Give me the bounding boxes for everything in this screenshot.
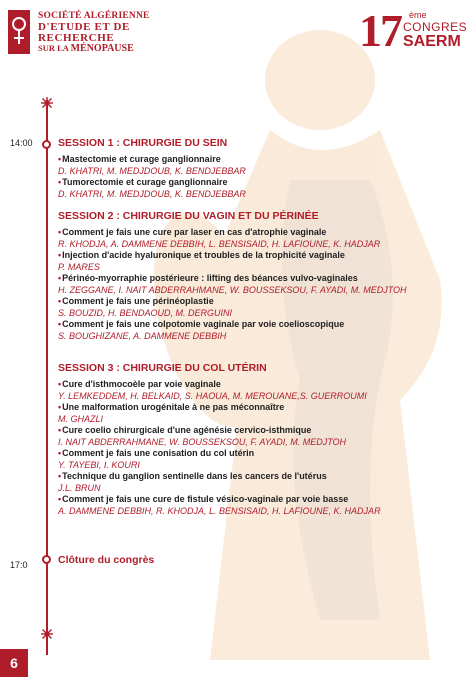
congress-number: 17 (359, 5, 401, 56)
society-line-4-prefix: SUR LA (38, 42, 69, 53)
session-title: SESSION 3 : CHIRURGIE DU COL UTÉRIN (58, 362, 267, 374)
talk-authors: S. BOUGHIZANE, A. DAMMENE DEBBIH (58, 330, 227, 341)
talk-authors: M. GHAZLI (58, 413, 104, 424)
timeline-line (46, 100, 48, 655)
timeline-star-icon (41, 97, 53, 109)
session-3 (58, 362, 468, 517)
society-line-4-word: MÉNOPAUSE (70, 42, 134, 54)
society-line-1: SOCIÉTÉ ALGÉRIENNE (38, 11, 150, 21)
talk-title: • Comment je fais une colpotomie vaginale par voie coelioscopique (58, 319, 468, 331)
closing-ceremony: Clôture du congrès (58, 554, 155, 566)
talk-authors: R. KHODJA, A. DAMMENE DEBBIH, L. BENSISAID, H. LAFIOUNE, K. HADJAR (58, 238, 381, 249)
session-1 (58, 137, 468, 200)
talk-title: • Comment je fais une cure par laser en cas d'atrophie vaginale (58, 227, 468, 239)
talk-authors: D. KHATRI, M. MEDJDOUB, K. BENDJEBBAR (58, 188, 246, 199)
session-2 (58, 210, 468, 342)
society-line-2: D'ETUDE ET DE (38, 20, 130, 33)
society-line-3: RECHERCHE (38, 31, 115, 44)
talk-title: • Tumorectomie et curage ganglionnaire (58, 177, 468, 189)
end-time: 17:0 (10, 560, 28, 570)
society-name (38, 12, 150, 54)
talk-authors: D. KHATRI, M. MEDJDOUB, K. BENDJEBBAR (58, 165, 246, 176)
society-line-4 (38, 44, 150, 54)
talk-title: • Injection d'acide hyaluronique et troubles de la trophicité vaginale (58, 250, 468, 262)
session-title: SESSION 1 : CHIRURGIE DU SEIN (58, 137, 228, 149)
session-title: SESSION 2 : CHIRURGIE DU VAGIN ET DU PÉRINÉE (58, 210, 319, 222)
talk-title: • Comment je fais une périnéoplastie (58, 296, 468, 308)
timeline-dot (42, 555, 51, 564)
talk-title: • Comment je fais une conisation du col utérin (58, 448, 468, 460)
talk-title: • Une malformation urogénitale à ne pas méconnaître (58, 402, 468, 414)
talk-authors: Y. LEMKEDDEM, H. BELKAID, S. HAOUA, M. MEROUANE,S. GUERROUMI (58, 390, 367, 401)
talk-title: • Technique du ganglion sentinelle dans les cancers de l'utérus (58, 471, 468, 483)
society-logo (8, 10, 178, 70)
talk-title: • Mastectomie et curage ganglionnaire (58, 154, 468, 166)
congress-label: CONGRES (403, 20, 468, 34)
talk-authors: A. DAMMENE DEBBIH, R. KHODJA, L. BENSISAID, H. LAFIOUNE, K. HADJAR (58, 505, 381, 516)
program-content (58, 137, 468, 527)
page-number: 6 (0, 649, 28, 677)
talk-authors: S. BOUZID, H. BENDAOUD, M. DERGUINI (58, 307, 233, 318)
timeline-dot (42, 140, 51, 149)
talk-title: • Cure d'isthmocoèle par voie vaginale (58, 379, 468, 391)
start-time: 14:00 (10, 138, 33, 148)
talk-authors: Y. TAYEBI, I. KOURI (58, 459, 140, 470)
congress-logo (359, 5, 469, 58)
talk-title: • Comment je fais une cure de fistule vésico-vaginale par voie basse (58, 494, 468, 506)
congress-ordinal: ème (409, 10, 427, 20)
congress-name: SAERM (403, 33, 461, 50)
timeline-star-icon (41, 628, 53, 640)
talk-title: • Cure coelio chirurgicale d'une agénésie cervico-isthmique (58, 425, 468, 437)
talk-authors: J.L. BRUN (58, 482, 101, 493)
society-emblem-icon (8, 10, 30, 54)
talk-title: • Périnéo-myorraphie postérieure : lifting des béances vulvo-vaginales (58, 273, 468, 285)
talk-authors: H. ZEGGANE, I. NAIT ABDERRAHMANE, W. BOUSSEKSOU, F. AYADI, M. MEDJTOH (58, 284, 407, 295)
talk-authors: I. NAIT ABDERRAHMANE, W. BOUSSEKSOU, F. AYADI, M. MEDJTOH (58, 436, 347, 447)
talk-authors: P. MARES (58, 261, 100, 272)
